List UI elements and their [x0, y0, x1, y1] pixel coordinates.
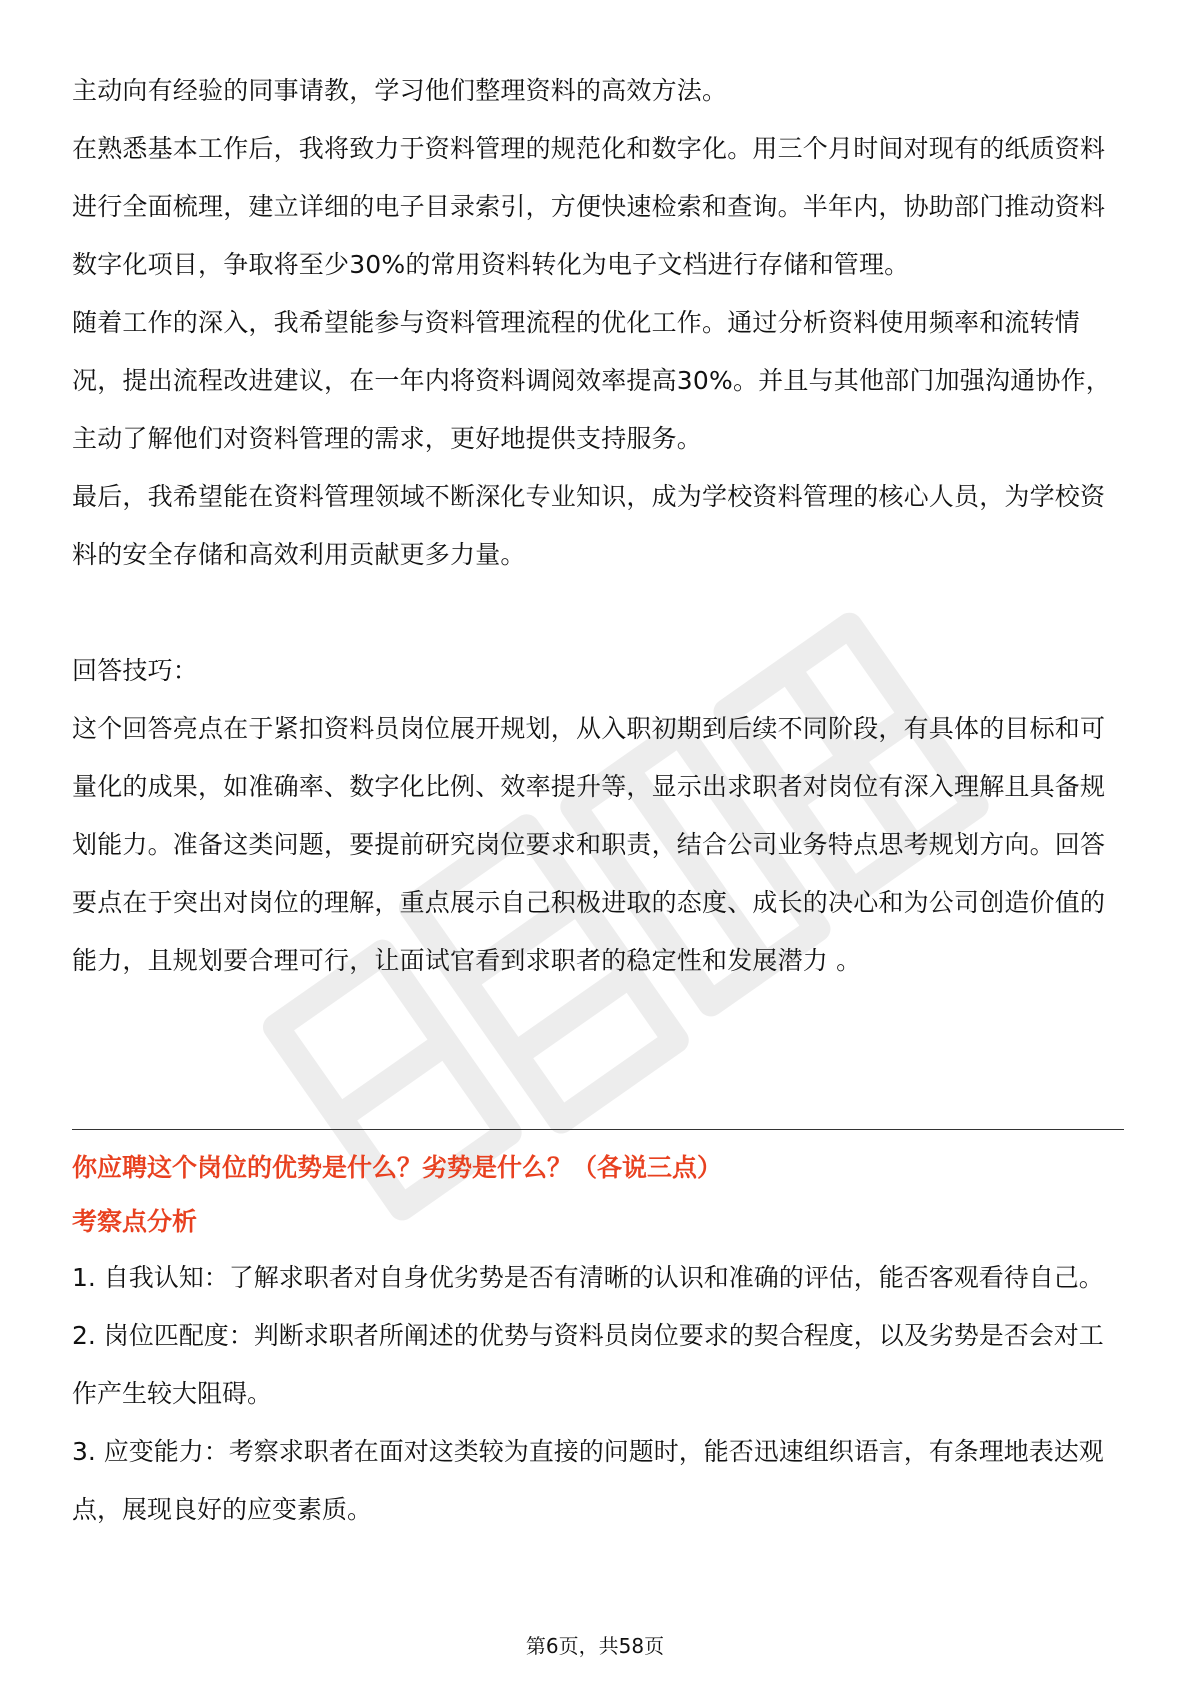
- spacer: [72, 584, 1124, 642]
- section-divider: [72, 1129, 1124, 1130]
- tips-label: 回答技巧：: [72, 656, 199, 685]
- question-section: [72, 1141, 1124, 1539]
- question-title: 你应聘这个岗位的优势是什么？劣势是什么？（各说三点）: [72, 1153, 723, 1182]
- analysis-title: 考察点分析: [72, 1207, 198, 1236]
- page-footer: 第6页，共58页: [525, 1634, 665, 1658]
- answer-paragraph: 在熟悉基本工作后，我将致力于资料管理的规范化和数字化。用三个月时间对现有的纸质资料进行全面梳理，建立详细的电子目录索引，方便快速检索和查询。半年内，协助部门推动资料数字化项目，争取将至少30%的常用资料转化为电子文档进行存储和管理。: [72, 134, 1106, 279]
- answer-paragraph: 随着工作的深入，我希望能参与资料管理流程的优化工作。通过分析资料使用频率和流转情况，提出流程改进建议，在一年内将资料调阅效率提高30%。并且与其他部门加强沟通协作，主动了解他们对资料管理的需求，更好地提供支持服务。: [72, 308, 1111, 453]
- analysis-item: 2. 岗位匹配度：判断求职者所阐述的优势与资料员岗位要求的契合程度，以及劣势是否会对工作产生较大阻碍。: [72, 1321, 1104, 1408]
- analysis-item: 3. 应变能力：考察求职者在面对这类较为直接的问题时，能否迅速组织语言，有条理地表达观点，展现良好的应变素质。: [72, 1437, 1104, 1524]
- analysis-item: 1. 自我认知：了解求职者对自身优劣势是否有清晰的认识和准确的评估，能否客观看待自己。: [72, 1263, 1104, 1292]
- answer-content: [72, 62, 1124, 990]
- answer-paragraph: 最后，我希望能在资料管理领域不断深化专业知识，成为学校资料管理的核心人员，为学校资料的安全存储和高效利用贡献更多力量。: [72, 482, 1106, 569]
- tips-text: 这个回答亮点在于紧扣资料员岗位展开规划，从入职初期到后续不同阶段，有具体的目标和可量化的成果，如准确率、数字化比例、效率提升等，显示出求职者对岗位有深入理解且具备规划能力。准备这类问题，要提前研究岗位要求和职责，结合公司业务特点思考规划方向。回答要点在于突出对岗位的理解，重点展示自己积极进取的态度、成长的决心和为公司创造价值的能力，且规划要合理可行，让面试官看到求职者的稳定性和发展潜力 。: [72, 714, 1106, 975]
- answer-paragraph: 主动向有经验的同事请教，学习他们整理资料的高效方法。: [72, 76, 728, 105]
